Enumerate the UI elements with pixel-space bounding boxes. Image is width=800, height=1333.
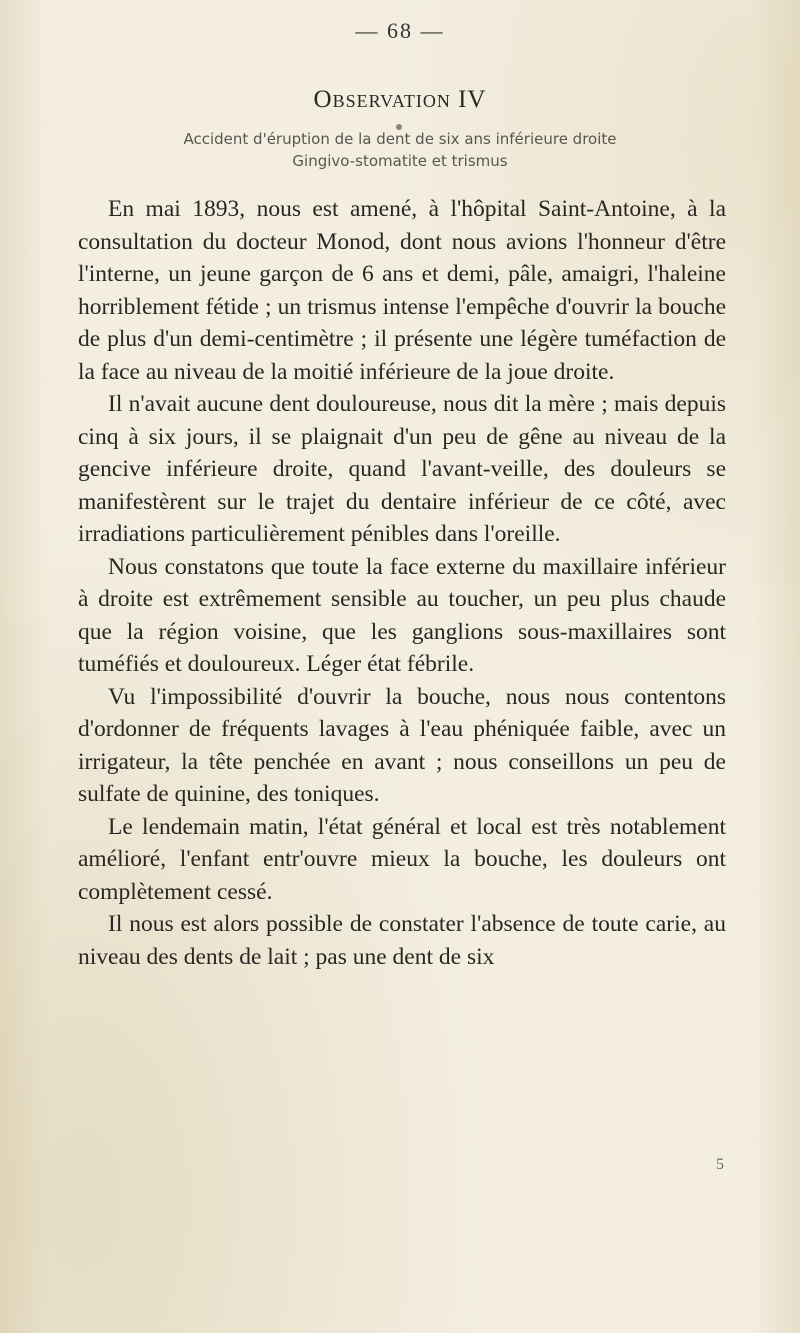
signature-mark: 5 — [716, 1156, 724, 1173]
body-text — [78, 193, 726, 973]
paragraph: Le lendemain matin, l'état général et local est très notablement amélioré, l'enfant entr'ouvre mieux la bouche, les douleurs ont complètement cessé. — [78, 813, 726, 905]
page-number: — 68 — — [355, 18, 445, 43]
observation-title: Observation IV — [313, 86, 487, 113]
paragraph: Il n'avait aucune dent douloureuse, nous dit la mère ; mais depuis cinq à six jours, il se plaignait d'un peu de gêne au niveau de la gencive inférieure droite, quand l'avant-veille, des douleurs se manifestèrent sur le trajet du dentaire inférieur de ce côté, avec irradiations particulièrement pénibles dans l'oreille. — [78, 391, 726, 547]
paragraph: Vu l'impossibilité d'ouvrir la bouche, nous nous contentons d'ordonner de fréquents lavages à l'eau phéniquée faible, avec un irrigateur, la tête penchée en avant ; nous conseillons un peu de sulfate de quinine, des toniques. — [78, 683, 726, 807]
subtitle-line-2: Gingivo-stomatite et trismus — [292, 152, 508, 170]
paragraph: Il nous est alors possible de constater l'absence de toute carie, au niveau des dents de lait ; pas une dent de six — [78, 911, 726, 970]
subtitle-line-1: Accident d'éruption de la dent de six ans inférieure droite — [183, 130, 617, 148]
paragraph: En mai 1893, nous est amené, à l'hôpital Saint-Antoine, à la consultation du docteur Monod, dont nous avions l'honneur d'être l'interne, un jeune garçon de 6 ans et demi, pâle, amaigri, l'haleine horriblement fétide ; un trismus intense l'empêche d'ouvrir la bouche de plus d'un demi-centimètre ; il présente une légère tuméfaction de la face au niveau de la moitié inférieure de la joue droite. — [78, 196, 726, 385]
paragraph: Nous constatons que toute la face externe du maxillaire inférieur à droite est extrêmement sensible au toucher, un peu plus chaude que la région voisine, que les ganglions sous-maxillaires sont tuméfiés et douloureux. Léger état fébrile. — [78, 553, 726, 677]
